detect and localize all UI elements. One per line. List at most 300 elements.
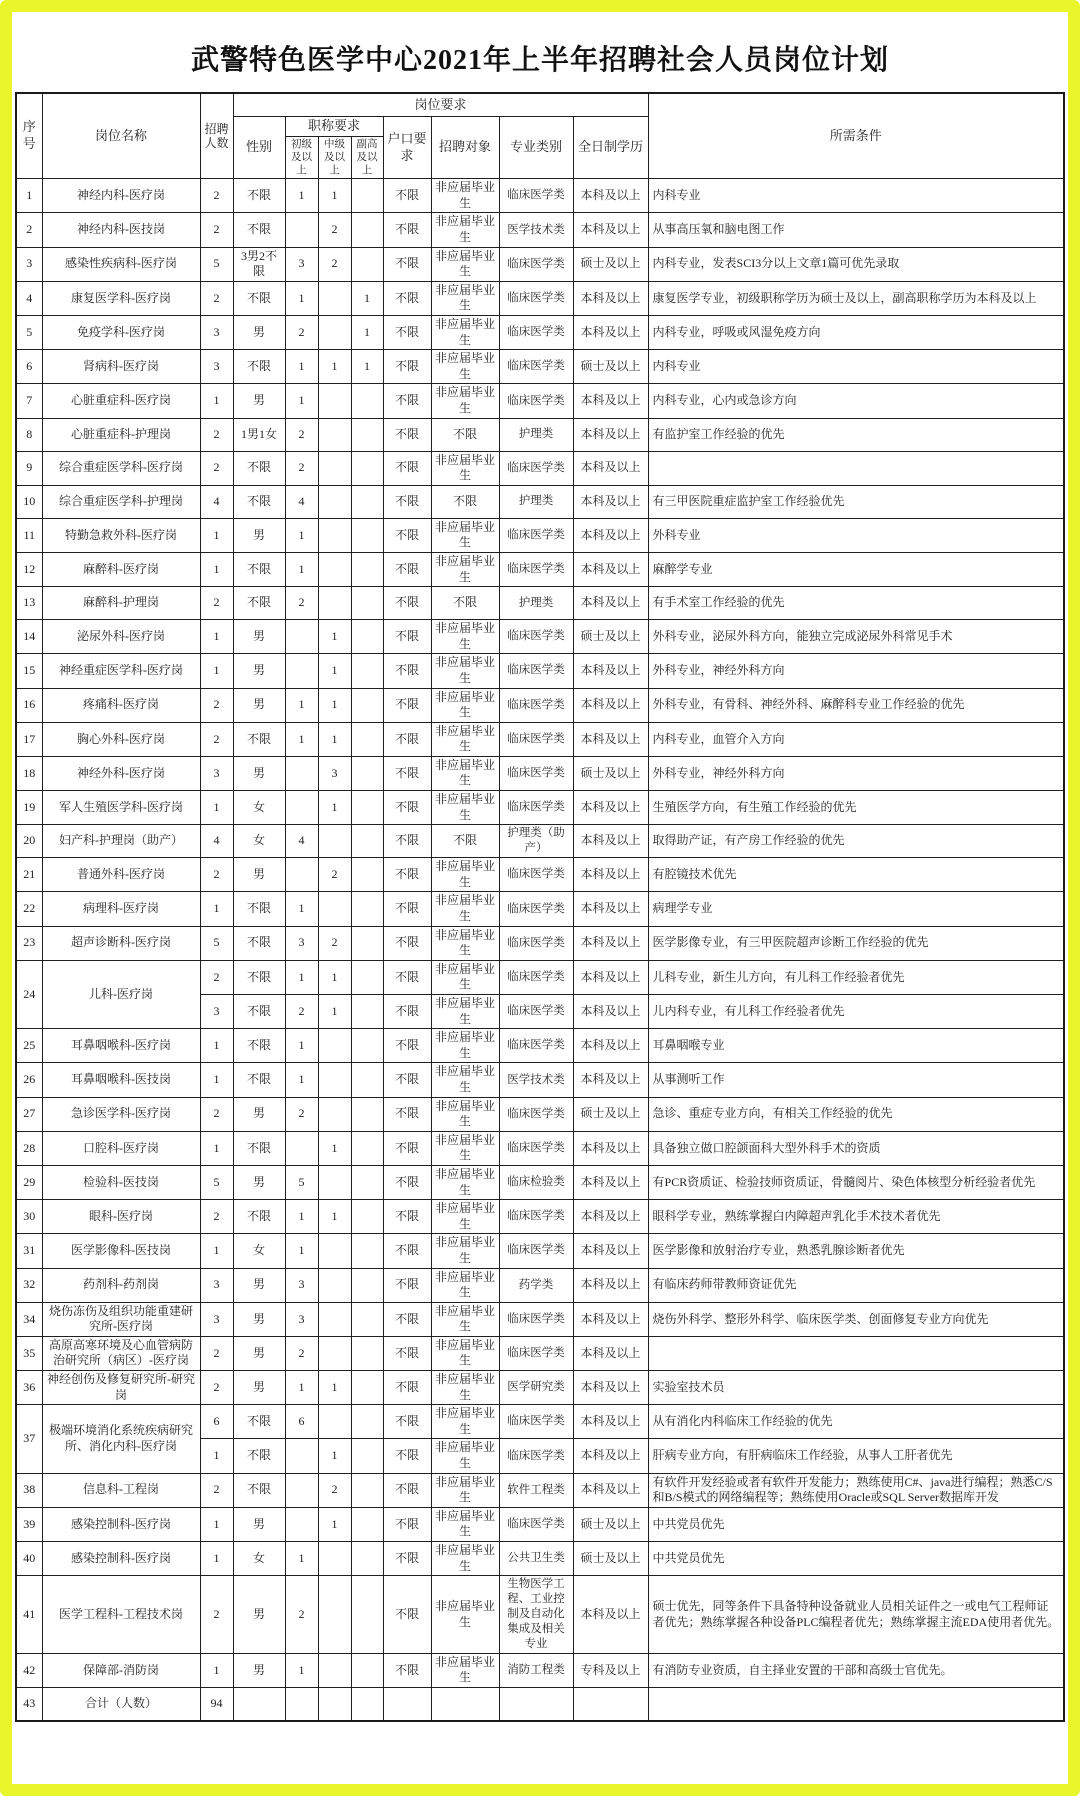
junior-title-cell: 1 — [285, 960, 318, 994]
senior-title-cell — [351, 1063, 383, 1097]
hukou-cell: 不限 — [383, 825, 431, 858]
gender-cell: 男 — [233, 620, 285, 654]
table-row — [16, 552, 1064, 586]
table-row — [16, 926, 1064, 960]
position-name-cell: 烧伤冻伤及组织功能重建研究所-医疗岗 — [42, 1302, 200, 1336]
junior-title-cell — [285, 858, 318, 892]
education-cell: 本科及以上 — [573, 995, 648, 1029]
mid-title-cell — [318, 1653, 351, 1687]
gender-cell: 1男1女 — [233, 418, 285, 451]
seq-cell: 23 — [16, 926, 42, 960]
seq-cell: 22 — [16, 892, 42, 926]
junior-title-cell: 3 — [285, 1268, 318, 1302]
seq-cell: 4 — [16, 281, 42, 315]
junior-title-cell: 1 — [285, 722, 318, 756]
gender-cell: 不限 — [233, 995, 285, 1029]
junior-title-cell: 4 — [285, 825, 318, 858]
gender-cell: 男 — [233, 1302, 285, 1336]
mid-title-cell — [318, 587, 351, 620]
junior-title-cell: 1 — [285, 552, 318, 586]
table-row — [16, 350, 1064, 384]
education-cell: 本科及以上 — [573, 1336, 648, 1370]
conditions-cell: 外科专业，有骨科、神经外科、麻醉科专业工作经验的优先 — [648, 688, 1064, 722]
education-cell: 本科及以上 — [573, 1473, 648, 1507]
senior-title-cell — [351, 1234, 383, 1268]
education-cell: 本科及以上 — [573, 722, 648, 756]
target-cell: 非应届毕业生 — [431, 1542, 499, 1576]
conditions-cell: 肝病专业方向，有肝病临床工作经验，从事人工肝者优先 — [648, 1439, 1064, 1473]
seq-cell: 35 — [16, 1336, 42, 1370]
mid-title-cell: 2 — [318, 213, 351, 247]
seq-cell: 34 — [16, 1302, 42, 1336]
recruit-count-cell: 2 — [200, 281, 233, 315]
gender-cell: 不限 — [233, 587, 285, 620]
header-senior-title: 副高及以上 — [351, 136, 383, 178]
gender-cell: 男 — [233, 1653, 285, 1687]
gender-cell: 男 — [233, 756, 285, 790]
major-cell: 软件工程类 — [499, 1473, 573, 1507]
conditions-cell: 有三甲医院重症监护室工作经验优先 — [648, 485, 1064, 518]
hukou-cell: 不限 — [383, 926, 431, 960]
hukou-cell: 不限 — [383, 654, 431, 688]
major-cell: 临床医学类 — [499, 995, 573, 1029]
mid-title-cell — [318, 1688, 351, 1722]
target-cell: 非应届毕业生 — [431, 384, 499, 418]
seq-cell: 15 — [16, 654, 42, 688]
target-cell: 非应届毕业生 — [431, 1371, 499, 1405]
position-name-cell: 眼科-医疗岗 — [42, 1200, 200, 1234]
position-name-cell: 感染控制科-医疗岗 — [42, 1507, 200, 1541]
target-cell: 非应届毕业生 — [431, 1200, 499, 1234]
table-row — [16, 825, 1064, 858]
junior-title-cell: 3 — [285, 926, 318, 960]
conditions-cell: 有监护室工作经验的优先 — [648, 418, 1064, 451]
position-name-cell: 胸心外科-医疗岗 — [42, 722, 200, 756]
major-cell: 生物医学工程、工业控制及自动化集成及相关专业 — [499, 1576, 573, 1654]
major-cell: 临床医学类 — [499, 926, 573, 960]
major-cell: 临床医学类 — [499, 620, 573, 654]
target-cell: 非应届毕业生 — [431, 1234, 499, 1268]
senior-title-cell — [351, 1688, 383, 1722]
hukou-cell: 不限 — [383, 552, 431, 586]
target-cell: 非应届毕业生 — [431, 1268, 499, 1302]
junior-title-cell: 1 — [285, 1063, 318, 1097]
table-row — [16, 756, 1064, 790]
junior-title-cell: 2 — [285, 1336, 318, 1370]
gender-cell: 男 — [233, 1268, 285, 1302]
senior-title-cell — [351, 1371, 383, 1405]
target-cell: 非应届毕业生 — [431, 995, 499, 1029]
gender-cell: 男 — [233, 1507, 285, 1541]
seq-cell: 39 — [16, 1507, 42, 1541]
position-name-cell: 疼痛科-医疗岗 — [42, 688, 200, 722]
conditions-cell: 取得助产证，有产房工作经验的优先 — [648, 825, 1064, 858]
position-name-cell: 肾病科-医疗岗 — [42, 350, 200, 384]
recruit-count-cell: 1 — [200, 892, 233, 926]
senior-title-cell — [351, 213, 383, 247]
hukou-cell: 不限 — [383, 1653, 431, 1687]
education-cell: 本科及以上 — [573, 654, 648, 688]
gender-cell: 男 — [233, 1165, 285, 1199]
hukou-cell: 不限 — [383, 791, 431, 825]
header-education: 全日制学历 — [573, 117, 648, 179]
position-name-cell: 妇产科-护理岗（助产） — [42, 825, 200, 858]
header-position-name: 岗位名称 — [42, 93, 200, 179]
senior-title-cell — [351, 858, 383, 892]
recruit-count-cell: 2 — [200, 213, 233, 247]
conditions-cell: 有腔镜技术优先 — [648, 858, 1064, 892]
hukou-cell: 不限 — [383, 1371, 431, 1405]
junior-title-cell: 1 — [285, 1234, 318, 1268]
position-name-cell: 神经内科-医疗岗 — [42, 179, 200, 213]
recruit-count-cell: 3 — [200, 995, 233, 1029]
position-name-cell: 极端环境消化系统疾病研究所、消化内科-医疗岗 — [42, 1405, 200, 1473]
conditions-cell: 中共党员优先 — [648, 1507, 1064, 1541]
senior-title-cell — [351, 1029, 383, 1063]
recruit-count-cell: 1 — [200, 552, 233, 586]
senior-title-cell — [351, 451, 383, 485]
hukou-cell: 不限 — [383, 1268, 431, 1302]
header-seq: 序号 — [16, 93, 42, 179]
position-name-cell: 综合重症医学科-医疗岗 — [42, 451, 200, 485]
gender-cell: 男 — [233, 316, 285, 350]
gender-cell: 男 — [233, 1371, 285, 1405]
hukou-cell: 不限 — [383, 1165, 431, 1199]
senior-title-cell — [351, 587, 383, 620]
major-cell: 医学技术类 — [499, 213, 573, 247]
header-recruit-count: 招聘人数 — [200, 93, 233, 179]
education-cell: 本科及以上 — [573, 418, 648, 451]
hukou-cell: 不限 — [383, 518, 431, 552]
seq-cell: 5 — [16, 316, 42, 350]
gender-cell: 男 — [233, 858, 285, 892]
mid-title-cell: 1 — [318, 688, 351, 722]
position-name-cell: 耳鼻咽喉科-医技岗 — [42, 1063, 200, 1097]
major-cell: 临床医学类 — [499, 756, 573, 790]
gender-cell: 不限 — [233, 281, 285, 315]
junior-title-cell — [285, 1688, 318, 1722]
seq-cell: 21 — [16, 858, 42, 892]
position-name-cell: 综合重症医学科-护理岗 — [42, 485, 200, 518]
junior-title-cell: 3 — [285, 247, 318, 281]
table-row — [16, 654, 1064, 688]
junior-title-cell: 1 — [285, 1029, 318, 1063]
conditions-cell: 生殖医学方向，有生殖工作经验的优先 — [648, 791, 1064, 825]
target-cell: 非应届毕业生 — [431, 620, 499, 654]
gender-cell: 不限 — [233, 1473, 285, 1507]
education-cell: 本科及以上 — [573, 926, 648, 960]
target-cell: 非应届毕业生 — [431, 1029, 499, 1063]
senior-title-cell — [351, 1405, 383, 1439]
position-name-cell: 神经创伤及修复研究所-研究岗 — [42, 1371, 200, 1405]
seq-cell: 41 — [16, 1576, 42, 1654]
seq-cell: 10 — [16, 485, 42, 518]
junior-title-cell — [285, 213, 318, 247]
recruit-count-cell: 1 — [200, 1653, 233, 1687]
recruit-count-cell: 1 — [200, 1439, 233, 1473]
seq-cell: 19 — [16, 791, 42, 825]
position-name-cell: 神经重症医学科-医疗岗 — [42, 654, 200, 688]
recruit-count-cell: 1 — [200, 654, 233, 688]
recruit-count-cell: 2 — [200, 1576, 233, 1654]
hukou-cell: 不限 — [383, 384, 431, 418]
gender-cell: 男 — [233, 1336, 285, 1370]
position-name-cell: 医学影像科-医技岗 — [42, 1234, 200, 1268]
education-cell: 本科及以上 — [573, 384, 648, 418]
recruit-count-cell: 94 — [200, 1688, 233, 1722]
major-cell: 消防工程类 — [499, 1653, 573, 1687]
position-name-cell: 信息科-工程岗 — [42, 1473, 200, 1507]
target-cell: 非应届毕业生 — [431, 1336, 499, 1370]
hukou-cell: 不限 — [383, 688, 431, 722]
senior-title-cell — [351, 1200, 383, 1234]
education-cell: 本科及以上 — [573, 1268, 648, 1302]
education-cell: 本科及以上 — [573, 858, 648, 892]
table-row — [16, 858, 1064, 892]
target-cell: 不限 — [431, 485, 499, 518]
hukou-cell: 不限 — [383, 179, 431, 213]
seq-cell: 24 — [16, 960, 42, 1028]
conditions-cell: 从事高压氧和脑电图工作 — [648, 213, 1064, 247]
gender-cell: 不限 — [233, 179, 285, 213]
senior-title-cell — [351, 247, 383, 281]
target-cell: 不限 — [431, 825, 499, 858]
gender-cell: 不限 — [233, 892, 285, 926]
target-cell: 非应届毕业生 — [431, 722, 499, 756]
gender-cell: 女 — [233, 791, 285, 825]
conditions-cell: 硕士优先，同等条件下具备特种设备就业人员相关证件之一或电气工程师证者优先；熟练掌握各种设备PLC编程者优先；熟练掌握主流EDA使用者优先。 — [648, 1576, 1064, 1654]
recruit-count-cell: 1 — [200, 384, 233, 418]
conditions-cell: 病理学专业 — [648, 892, 1064, 926]
major-cell: 临床医学类 — [499, 518, 573, 552]
major-cell: 临床医学类 — [499, 1131, 573, 1165]
seq-cell: 12 — [16, 552, 42, 586]
gender-cell: 不限 — [233, 926, 285, 960]
table-row — [16, 1234, 1064, 1268]
conditions-cell: 有软件开发经验或者有软件开发能力；熟练使用C#、java进行编程；熟悉C/S和B/S模式的网络编程等；熟练使用Oracle或SQL Server数据库开发 — [648, 1473, 1064, 1507]
junior-title-cell: 1 — [285, 892, 318, 926]
recruit-count-cell: 1 — [200, 791, 233, 825]
target-cell: 非应届毕业生 — [431, 1063, 499, 1097]
target-cell: 非应届毕业生 — [431, 213, 499, 247]
education-cell: 本科及以上 — [573, 1063, 648, 1097]
mid-title-cell: 1 — [318, 179, 351, 213]
hukou-cell: 不限 — [383, 1200, 431, 1234]
table-row — [16, 1200, 1064, 1234]
major-cell: 医学技术类 — [499, 1063, 573, 1097]
table-row — [16, 485, 1064, 518]
conditions-cell: 儿内科专业，有儿科工作经验者优先 — [648, 995, 1064, 1029]
gender-cell — [233, 1688, 285, 1722]
position-name-cell: 口腔科-医疗岗 — [42, 1131, 200, 1165]
gender-cell: 不限 — [233, 960, 285, 994]
position-name-cell: 神经外科-医疗岗 — [42, 756, 200, 790]
target-cell: 非应届毕业生 — [431, 518, 499, 552]
junior-title-cell: 6 — [285, 1405, 318, 1439]
header-requirements-group: 岗位要求 — [233, 93, 648, 117]
conditions-cell: 有临床药师带教师资证优先 — [648, 1268, 1064, 1302]
recruit-count-cell: 1 — [200, 518, 233, 552]
gender-cell: 男 — [233, 384, 285, 418]
hukou-cell: 不限 — [383, 1029, 431, 1063]
conditions-cell: 内科专业，心内或急诊方向 — [648, 384, 1064, 418]
table-row — [16, 1336, 1064, 1370]
major-cell: 临床医学类 — [499, 1029, 573, 1063]
table-row — [16, 722, 1064, 756]
target-cell: 非应届毕业生 — [431, 756, 499, 790]
header-gender: 性别 — [233, 117, 285, 179]
senior-title-cell — [351, 926, 383, 960]
hukou-cell: 不限 — [383, 418, 431, 451]
position-name-cell: 泌尿外科-医疗岗 — [42, 620, 200, 654]
header-target: 招聘对象 — [431, 117, 499, 179]
major-cell: 临床医学类 — [499, 892, 573, 926]
mid-title-cell — [318, 451, 351, 485]
major-cell: 护理类 — [499, 587, 573, 620]
conditions-cell: 内科专业，呼吸或风湿免疫方向 — [648, 316, 1064, 350]
recruit-count-cell: 1 — [200, 1063, 233, 1097]
major-cell: 公共卫生类 — [499, 1542, 573, 1576]
hukou-cell: 不限 — [383, 1063, 431, 1097]
major-cell: 临床医学类 — [499, 384, 573, 418]
senior-title-cell — [351, 1473, 383, 1507]
hukou-cell: 不限 — [383, 213, 431, 247]
recruit-count-cell: 2 — [200, 858, 233, 892]
table-row — [16, 1165, 1064, 1199]
conditions-cell: 医学影像和放射治疗专业，熟悉乳腺诊断者优先 — [648, 1234, 1064, 1268]
senior-title-cell — [351, 756, 383, 790]
recruit-count-cell: 2 — [200, 1371, 233, 1405]
conditions-cell: 医学影像专业，有三甲医院超声诊断工作经验的优先 — [648, 926, 1064, 960]
conditions-cell: 内科专业 — [648, 350, 1064, 384]
position-name-cell: 心脏重症科-护理岗 — [42, 418, 200, 451]
major-cell: 临床医学类 — [499, 247, 573, 281]
recruit-count-cell: 2 — [200, 418, 233, 451]
seq-cell: 2 — [16, 213, 42, 247]
mid-title-cell — [318, 1165, 351, 1199]
gender-cell: 男 — [233, 688, 285, 722]
table-row — [16, 1029, 1064, 1063]
conditions-cell: 外科专业，神经外科方向 — [648, 654, 1064, 688]
position-name-cell: 免疫学科-医疗岗 — [42, 316, 200, 350]
conditions-cell: 烧伤外科学、整形外科学、临床医学类、创面修复专业方向优先 — [648, 1302, 1064, 1336]
seq-cell: 32 — [16, 1268, 42, 1302]
recruit-count-cell: 1 — [200, 1234, 233, 1268]
education-cell: 硕士及以上 — [573, 1097, 648, 1131]
hukou-cell: 不限 — [383, 316, 431, 350]
seq-cell: 25 — [16, 1029, 42, 1063]
gender-cell: 不限 — [233, 1200, 285, 1234]
major-cell: 药学类 — [499, 1268, 573, 1302]
education-cell: 本科及以上 — [573, 587, 648, 620]
position-name-cell: 感染性疾病科-医疗岗 — [42, 247, 200, 281]
recruit-count-cell: 1 — [200, 620, 233, 654]
target-cell: 非应届毕业生 — [431, 1473, 499, 1507]
position-name-cell: 合计（人数） — [42, 1688, 200, 1722]
education-cell: 本科及以上 — [573, 1131, 648, 1165]
seq-cell: 28 — [16, 1131, 42, 1165]
target-cell: 非应届毕业生 — [431, 350, 499, 384]
education-cell: 本科及以上 — [573, 316, 648, 350]
junior-title-cell: 5 — [285, 1165, 318, 1199]
senior-title-cell: 1 — [351, 350, 383, 384]
senior-title-cell — [351, 1542, 383, 1576]
seq-cell: 27 — [16, 1097, 42, 1131]
conditions-cell: 外科专业，泌尿外科方向，能独立完成泌尿外科常见手术 — [648, 620, 1064, 654]
position-name-cell: 麻醉科-护理岗 — [42, 587, 200, 620]
position-name-cell: 麻醉科-医疗岗 — [42, 552, 200, 586]
conditions-cell — [648, 451, 1064, 485]
mid-title-cell: 1 — [318, 1131, 351, 1165]
target-cell: 非应届毕业生 — [431, 281, 499, 315]
junior-title-cell: 1 — [285, 518, 318, 552]
mid-title-cell: 1 — [318, 722, 351, 756]
recruit-count-cell: 2 — [200, 1336, 233, 1370]
conditions-cell: 内科专业，发表SCI3分以上文章1篇可优先录取 — [648, 247, 1064, 281]
senior-title-cell — [351, 960, 383, 994]
table-row — [16, 960, 1064, 994]
senior-title-cell — [351, 620, 383, 654]
senior-title-cell: 1 — [351, 316, 383, 350]
conditions-cell: 眼科学专业，熟练掌握白内障超声乳化手术技术者优先 — [648, 1200, 1064, 1234]
junior-title-cell: 1 — [285, 350, 318, 384]
conditions-cell: 麻醉学专业 — [648, 552, 1064, 586]
major-cell: 临床医学类 — [499, 654, 573, 688]
recruit-count-cell: 5 — [200, 926, 233, 960]
recruit-count-cell: 1 — [200, 1131, 233, 1165]
target-cell: 非应届毕业生 — [431, 247, 499, 281]
seq-cell: 36 — [16, 1371, 42, 1405]
header-mid-title: 中级及以上 — [318, 136, 351, 178]
junior-title-cell: 2 — [285, 418, 318, 451]
hukou-cell: 不限 — [383, 485, 431, 518]
table-row — [16, 316, 1064, 350]
mid-title-cell — [318, 1576, 351, 1654]
senior-title-cell — [351, 995, 383, 1029]
table-row — [16, 892, 1064, 926]
table-row — [16, 1688, 1064, 1722]
hukou-cell: 不限 — [383, 892, 431, 926]
major-cell: 临床医学类 — [499, 281, 573, 315]
mid-title-cell — [318, 1097, 351, 1131]
hukou-cell: 不限 — [383, 960, 431, 994]
gender-cell: 不限 — [233, 213, 285, 247]
education-cell: 专科及以上 — [573, 1653, 648, 1687]
target-cell: 非应届毕业生 — [431, 1165, 499, 1199]
recruit-count-cell: 2 — [200, 960, 233, 994]
gender-cell: 不限 — [233, 1439, 285, 1473]
education-cell: 硕士及以上 — [573, 1507, 648, 1541]
senior-title-cell — [351, 1097, 383, 1131]
major-cell: 临床医学类 — [499, 350, 573, 384]
table-row — [16, 1371, 1064, 1405]
education-cell: 本科及以上 — [573, 892, 648, 926]
target-cell: 非应届毕业生 — [431, 1405, 499, 1439]
mid-title-cell: 1 — [318, 620, 351, 654]
conditions-cell: 耳鼻咽喉专业 — [648, 1029, 1064, 1063]
header-hukou: 户口要求 — [383, 117, 431, 179]
position-name-cell: 感染控制科-医疗岗 — [42, 1542, 200, 1576]
major-cell: 临床医学类 — [499, 858, 573, 892]
table-row — [16, 1268, 1064, 1302]
target-cell: 不限 — [431, 418, 499, 451]
junior-title-cell: 1 — [285, 1653, 318, 1687]
gender-cell: 男 — [233, 654, 285, 688]
education-cell: 本科及以上 — [573, 213, 648, 247]
table-row — [16, 1131, 1064, 1165]
education-cell: 本科及以上 — [573, 960, 648, 994]
target-cell: 非应届毕业生 — [431, 1576, 499, 1654]
